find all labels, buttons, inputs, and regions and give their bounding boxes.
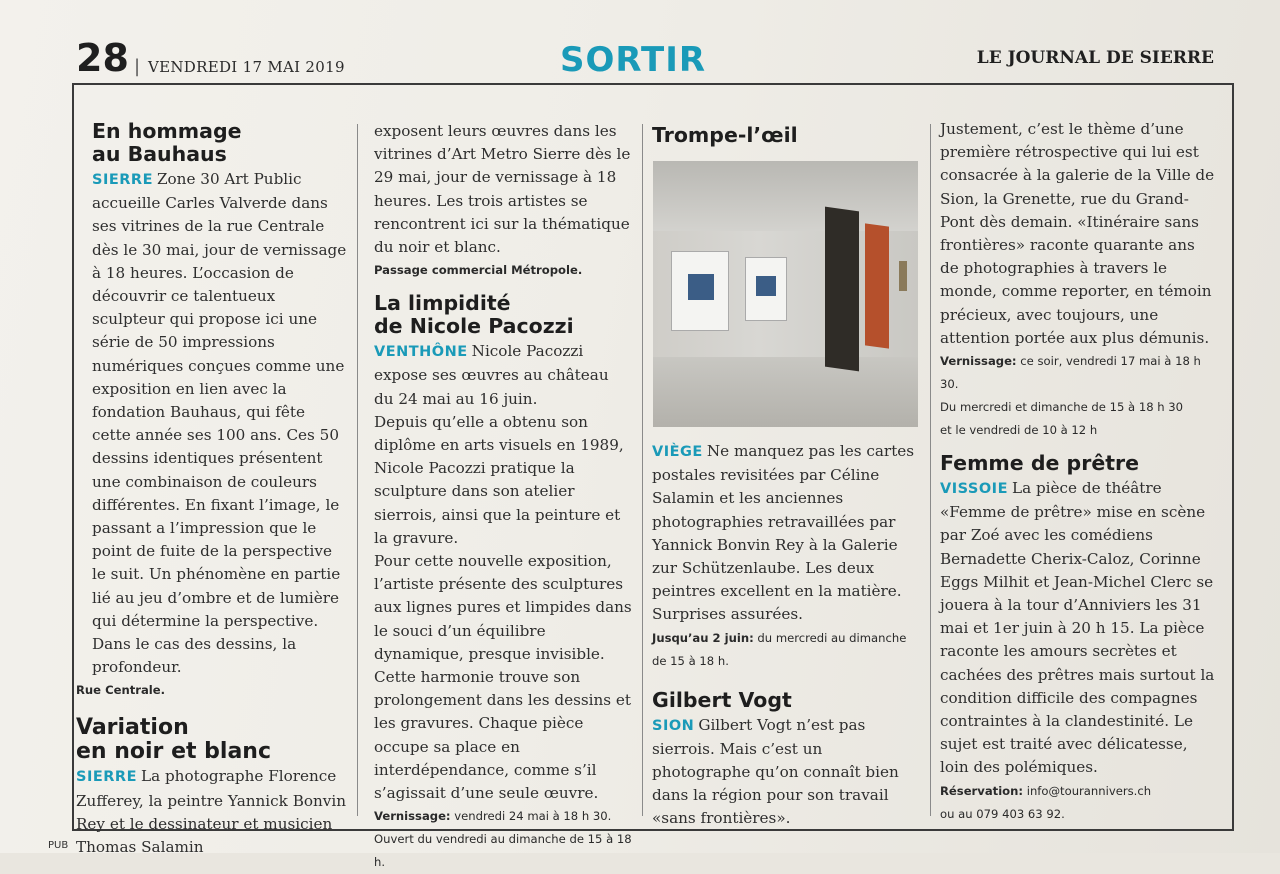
body-text: Gilbert Vogt n’est pas sierrois. Mais c’est un photographe qu’on connaît bien dans la région pour son travail «sans frontières».	[652, 715, 899, 828]
body-text: La pièce de théâtre «Femme de prêtre» mise en scène par Zoé avec les comédiens Bernadette Cherix-Caloz, Corinne Eggs Milhit et Jean-Michel Clerc se jouera à la tour d’Anniviers les 31 mai et 1er juin à 20 h 15. La pièce raconte les amours secrètes et cachées des prêtres mais surtout la condition difficile des compagnes contraintes à la clandestinité. Le sujet est traité avec délicatesse, loin des polémiques.	[940, 479, 1215, 777]
place-label: SION	[652, 717, 695, 734]
article-info-line2: ou au 079 403 63 92.	[940, 806, 1065, 821]
article-info-line2: Ouvert du vendredi au dimanche de 15 à 18 h.	[374, 832, 632, 870]
article-body	[652, 714, 918, 831]
journal-name: LE JOURNAL DE SIERRE	[976, 48, 1214, 68]
info-text: du mercredi au dimanche	[757, 630, 907, 645]
column-divider	[357, 124, 358, 816]
article-info-line2: de 15 à 18 h.	[652, 653, 729, 668]
article-info	[940, 350, 1216, 396]
article-info: Passage commercial Métropole.	[374, 263, 583, 278]
article-title: Femme de prêtre	[940, 451, 1140, 476]
article-info-line3: et le vendredi de 10 à 12 h	[940, 423, 1098, 438]
gallery-photo	[653, 161, 918, 427]
footer-label: PUB	[48, 840, 69, 851]
article-vogt	[652, 689, 918, 831]
article-info: Rue Centrale.	[76, 683, 166, 698]
column-2	[366, 120, 632, 874]
article-pacozzi	[366, 292, 632, 874]
article-title: La limpidité	[374, 291, 511, 316]
place-label: SIERRE	[76, 769, 137, 786]
info-text: info@tourannivers.ch	[1026, 783, 1152, 798]
article-info-line2: Du mercredi et dimanche de 15 à 18 h 30	[940, 400, 1184, 415]
column-divider	[642, 124, 643, 816]
article-paragraph: Depuis qu’elle a obtenu son diplôme en arts visuels en 1989, Nicole Pacozzi pratique la sculpture dans son atelier sierrois, ainsi que la peinture et la gravure.	[374, 412, 624, 547]
article-body-continued: exposent leurs œuvres dans les vitrines d’Art Metro Sierre dès le 29 mai, jour de vernissage à 18 heures. Les trois artistes se rencontrent ici sur la thématique du noir et blanc.	[374, 122, 631, 257]
article-info	[652, 627, 918, 650]
info-text: ce soir, vendredi 17 mai à 18 h 30.	[940, 354, 1201, 392]
article-body	[76, 765, 348, 859]
photo-ceiling	[653, 161, 918, 231]
info-label: Jusqu’au 2 juin:	[652, 630, 754, 645]
body-text: La photographe Florence Zufferey, la peintre Yannick Bonvin Rey et le dessinateur et musicien Thomas Salamin	[76, 767, 347, 857]
article-bauhaus	[76, 120, 348, 166]
dark-painting	[825, 207, 859, 372]
place-label: SIERRE	[92, 172, 153, 188]
article-title: Variation	[76, 715, 189, 741]
article-body	[76, 168, 348, 679]
framed-picture	[745, 257, 787, 321]
article-info	[940, 780, 1216, 803]
column-3-body	[652, 440, 918, 831]
article-body	[940, 477, 1216, 780]
article-body	[652, 440, 918, 627]
section-title: SORTIR	[560, 40, 707, 80]
photo-floor	[653, 357, 918, 427]
orange-painting	[865, 223, 889, 348]
info-text: vendredi 24 mai à 18 h 30.	[454, 809, 612, 824]
article-info	[374, 805, 632, 828]
page-number: 28	[76, 36, 129, 80]
column-3	[652, 120, 920, 147]
column-4	[940, 118, 1216, 826]
info-label: Réservation:	[940, 783, 1024, 798]
body-text: Nicole Pacozzi expose ses œuvres au château du 24 mai au 16 juin.	[374, 342, 609, 408]
article-femme-de-pretre	[940, 452, 1216, 826]
place-label: VENTHÔNE	[374, 344, 468, 361]
article-paragraph: Pour cette nouvelle exposition, l’artiste présente des sculptures aux lignes pures et limpides dans le souci d’un équilibre dynamique, presque invisible.	[374, 552, 632, 663]
page-header	[72, 36, 1222, 84]
article-variation	[76, 716, 348, 859]
article-body	[374, 340, 632, 411]
header-separator: |	[134, 56, 141, 77]
article-title-line2: de Nicole Pacozzi	[374, 314, 574, 339]
place-label: VIÈGE	[652, 444, 703, 460]
article-title: Gilbert Vogt	[652, 687, 792, 712]
header-date: VENDREDI 17 MAI 2019	[148, 58, 345, 76]
article-title: Trompe-l’œil	[652, 123, 798, 147]
body-text: Ne manquez pas les cartes postales revisitées par Céline Salamin et les anciennes photographies retravaillées par Yannick Bonvin Rey à la Galerie zur Schützenlaube. Les deux peintres excellent en la matière. Surprises assurées.	[652, 442, 915, 624]
info-label: Vernissage:	[940, 354, 1017, 369]
article-title-line2: en noir et blanc	[76, 739, 272, 765]
column-1	[76, 120, 348, 859]
article-body-continued: Justement, c’est le thème d’une première rétrospective qui lui est consacrée à la galerie de la Ville de Sion, la Grenette, rue du Grand-Pont dès demain. «Itinéraire sans frontières» raconte quarante ans de photographies à travers le monde, comme reporter, en témoin précieux, avec toujours, une attention portée aux plus démunis.	[940, 120, 1215, 347]
column-divider	[930, 124, 931, 816]
small-painting	[899, 261, 907, 291]
article-paragraph: Cette harmonie trouve son prolongement dans les dessins et les gravures. Chaque pièce occupe sa place en interdépendance, comme s’il s’agissait d’une seule œuvre.	[374, 668, 632, 803]
info-label: Vernissage:	[374, 809, 451, 824]
body-text: Zone 30 Art Public accueille Carles Valverde dans ses vitrines de la rue Centrale dès le 30 mai, jour de vernissage à 18 heures. L’occasion de découvrir ce talentueux sculpteur qui propose ici une série de 50 impressions numériques conçues comme une exposition en lien avec la fondation Bauhaus, qui fête cette année ses 100 ans. Ces 50 dessins identiques présentent une combinaison de couleurs différentes. En fixant l’image, le passant a l’impression que le point de fuite de la perspective le suit. Un phénomène en partie lié au jeu d’ombre et de lumière qui détermine la perspective. Dans le cas des dessins, la profondeur.	[92, 170, 347, 677]
place-label: VISSOIE	[940, 481, 1008, 498]
framed-picture	[671, 251, 729, 331]
article-title: En hommage	[92, 119, 242, 143]
article-title-line2: au Bauhaus	[92, 142, 227, 166]
